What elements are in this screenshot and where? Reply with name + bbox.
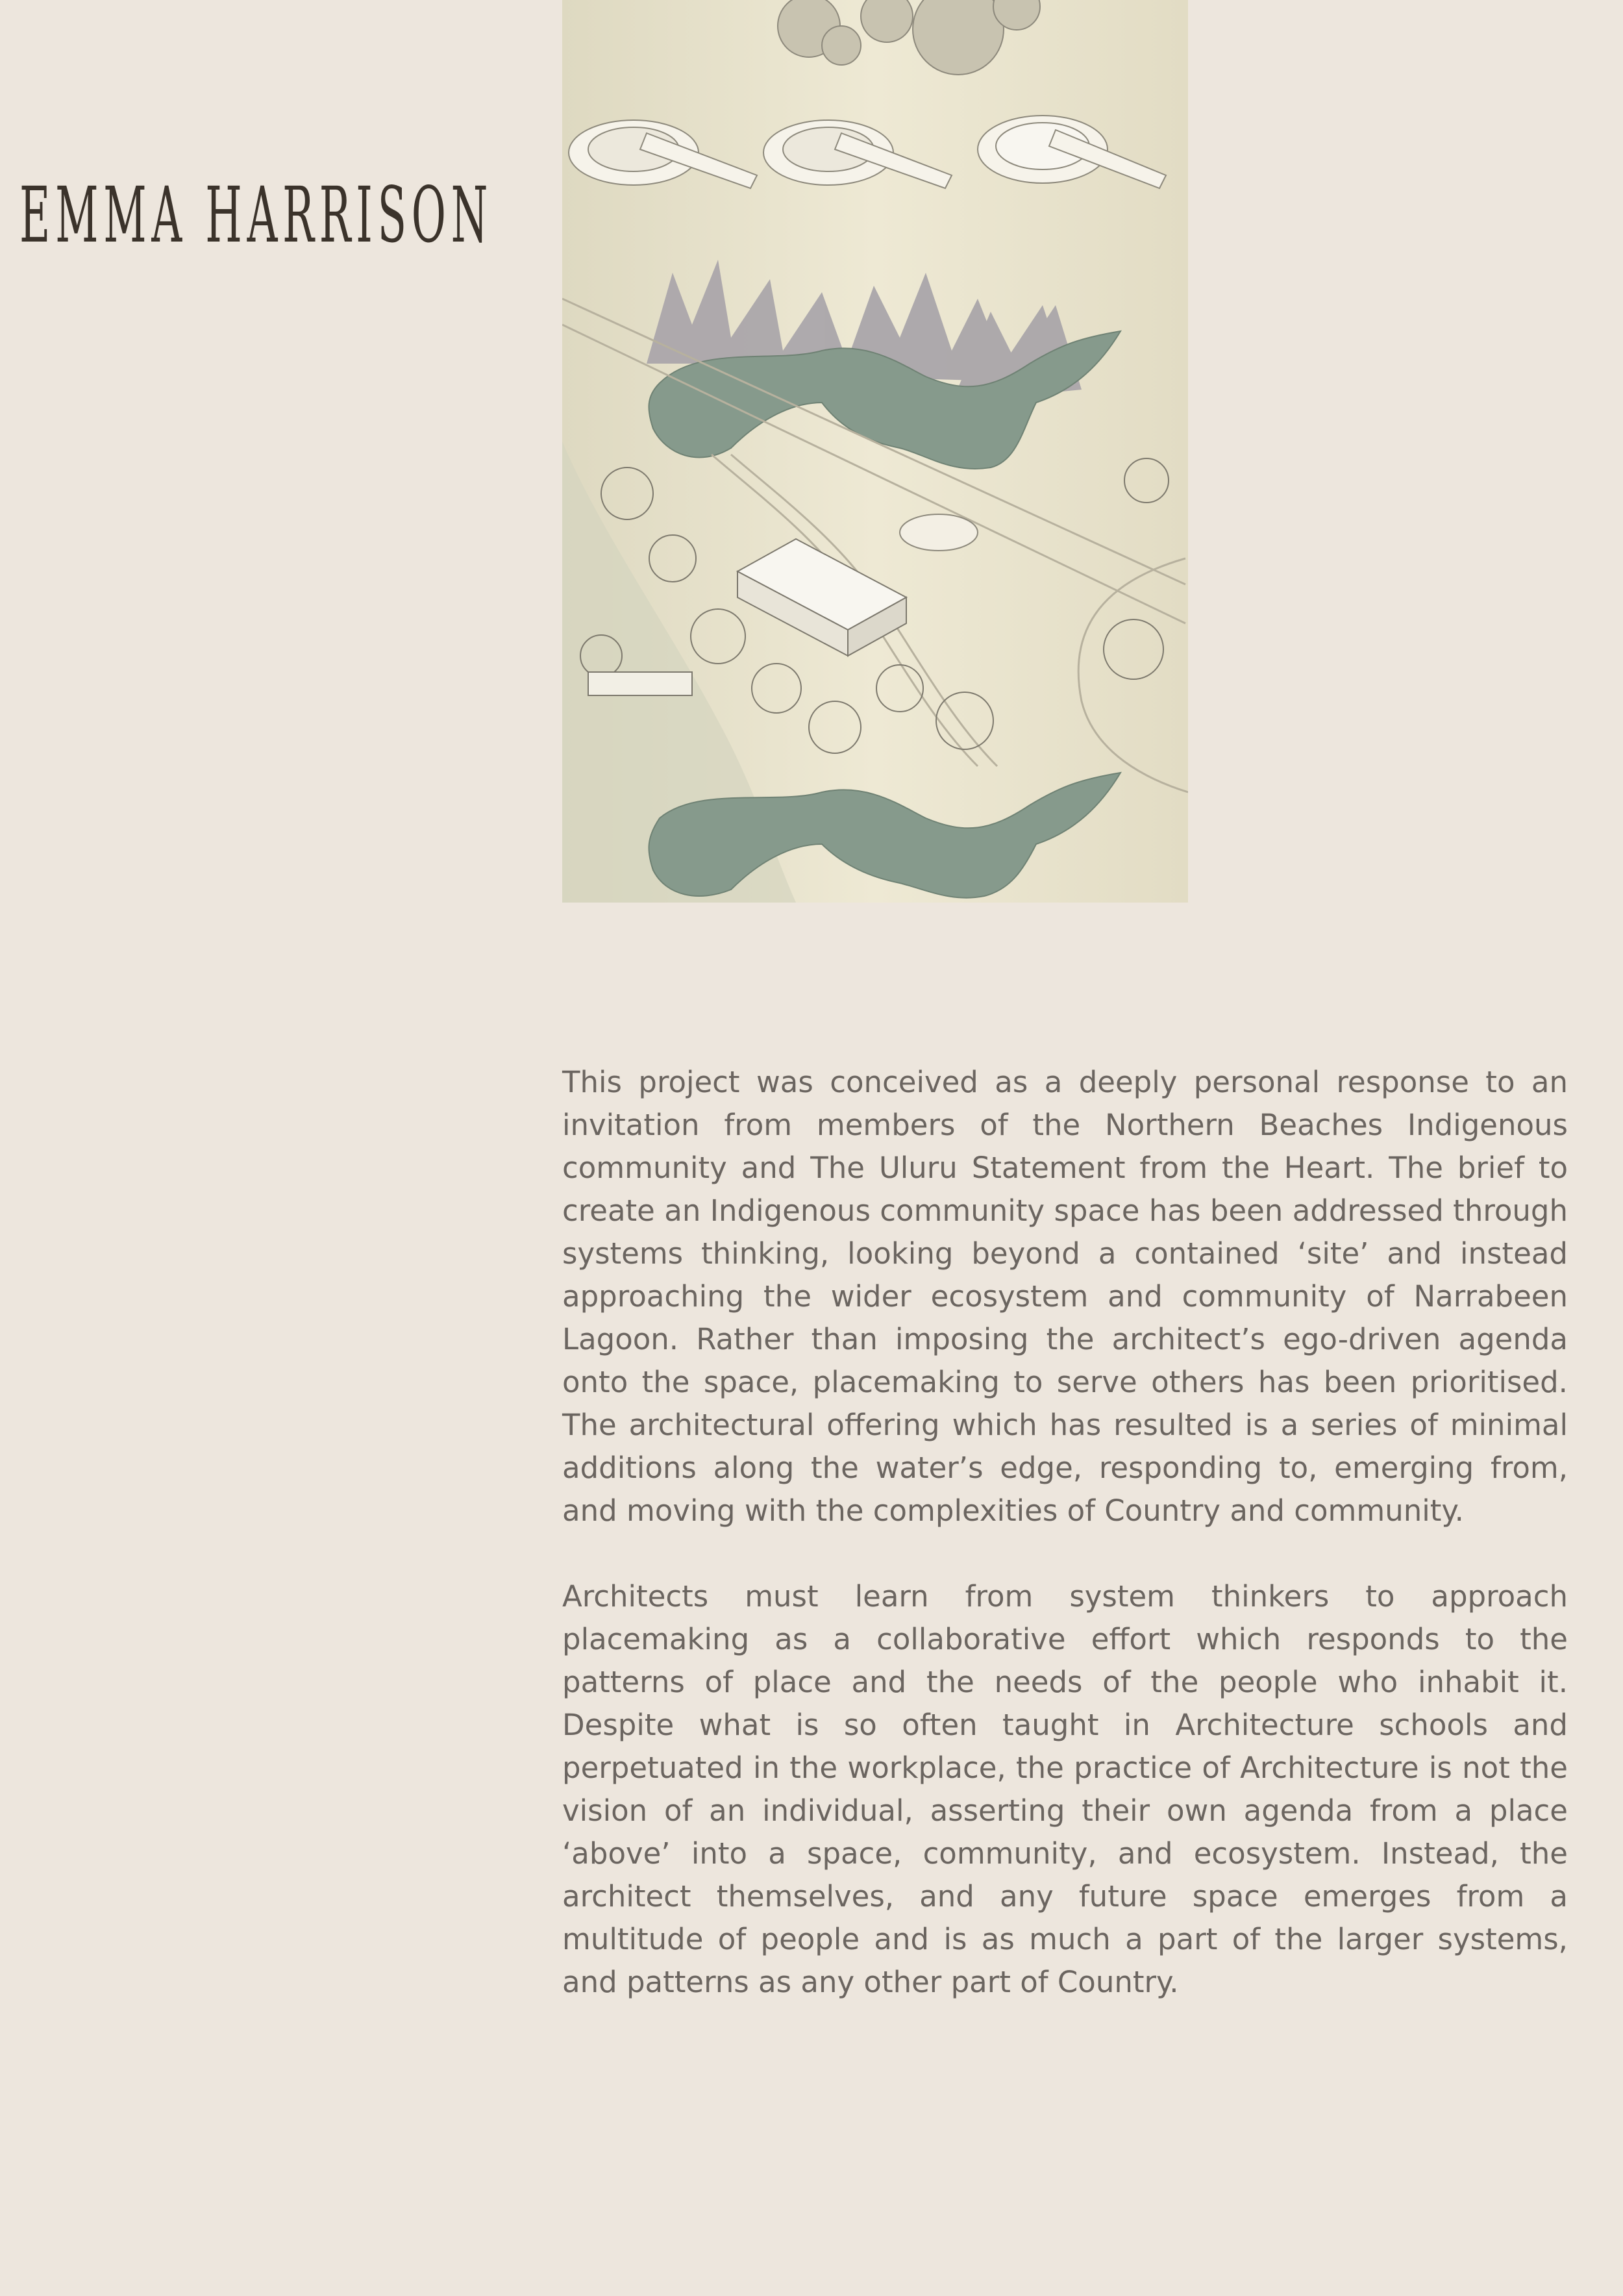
project-description — [562, 1061, 1568, 2047]
author-name: EMMA HARRISON — [19, 170, 493, 260]
shore-structure — [588, 672, 692, 695]
pavilion-row — [569, 116, 1166, 188]
paragraph-1: This project was conceived as a deeply personal response to an invitation from members of the Northern Beaches Indigenous community and The Uluru Statement from the Heart. The brief to create an Indigenous community space has been addressed through systems thinking, looking beyond a contained ‘site’ and instead approaching the wider ecosystem and community of Narrabeen Lagoon. Rather than imposing the architect’s ego-driven agenda onto the space, placemaking to serve others has been prioritised. The architectural offering which has resulted is a series of minimal additions along the water’s edge, responding to, emerging from, and moving with the complexities of Country and community. — [562, 1065, 1568, 1528]
round-pavilion — [900, 514, 978, 551]
site-plan-artwork — [562, 0, 1188, 903]
paragraph-2: Architects must learn from system thinkers to approach placemaking as a collaborative effort which responds to the patterns of place and the needs of the people who inhabit it. Despite what is so often taught in Architecture schools and perpetuated in the workplace, the practice of Architecture is not the vision of an individual, asserting their own agenda from a place ‘above’ into a space, community, and ecosystem. Instead, the architect themselves, and any future space emerges from a multitude of people and is as much a part of the larger systems, and patterns as any other part of Country. — [562, 1579, 1568, 1999]
